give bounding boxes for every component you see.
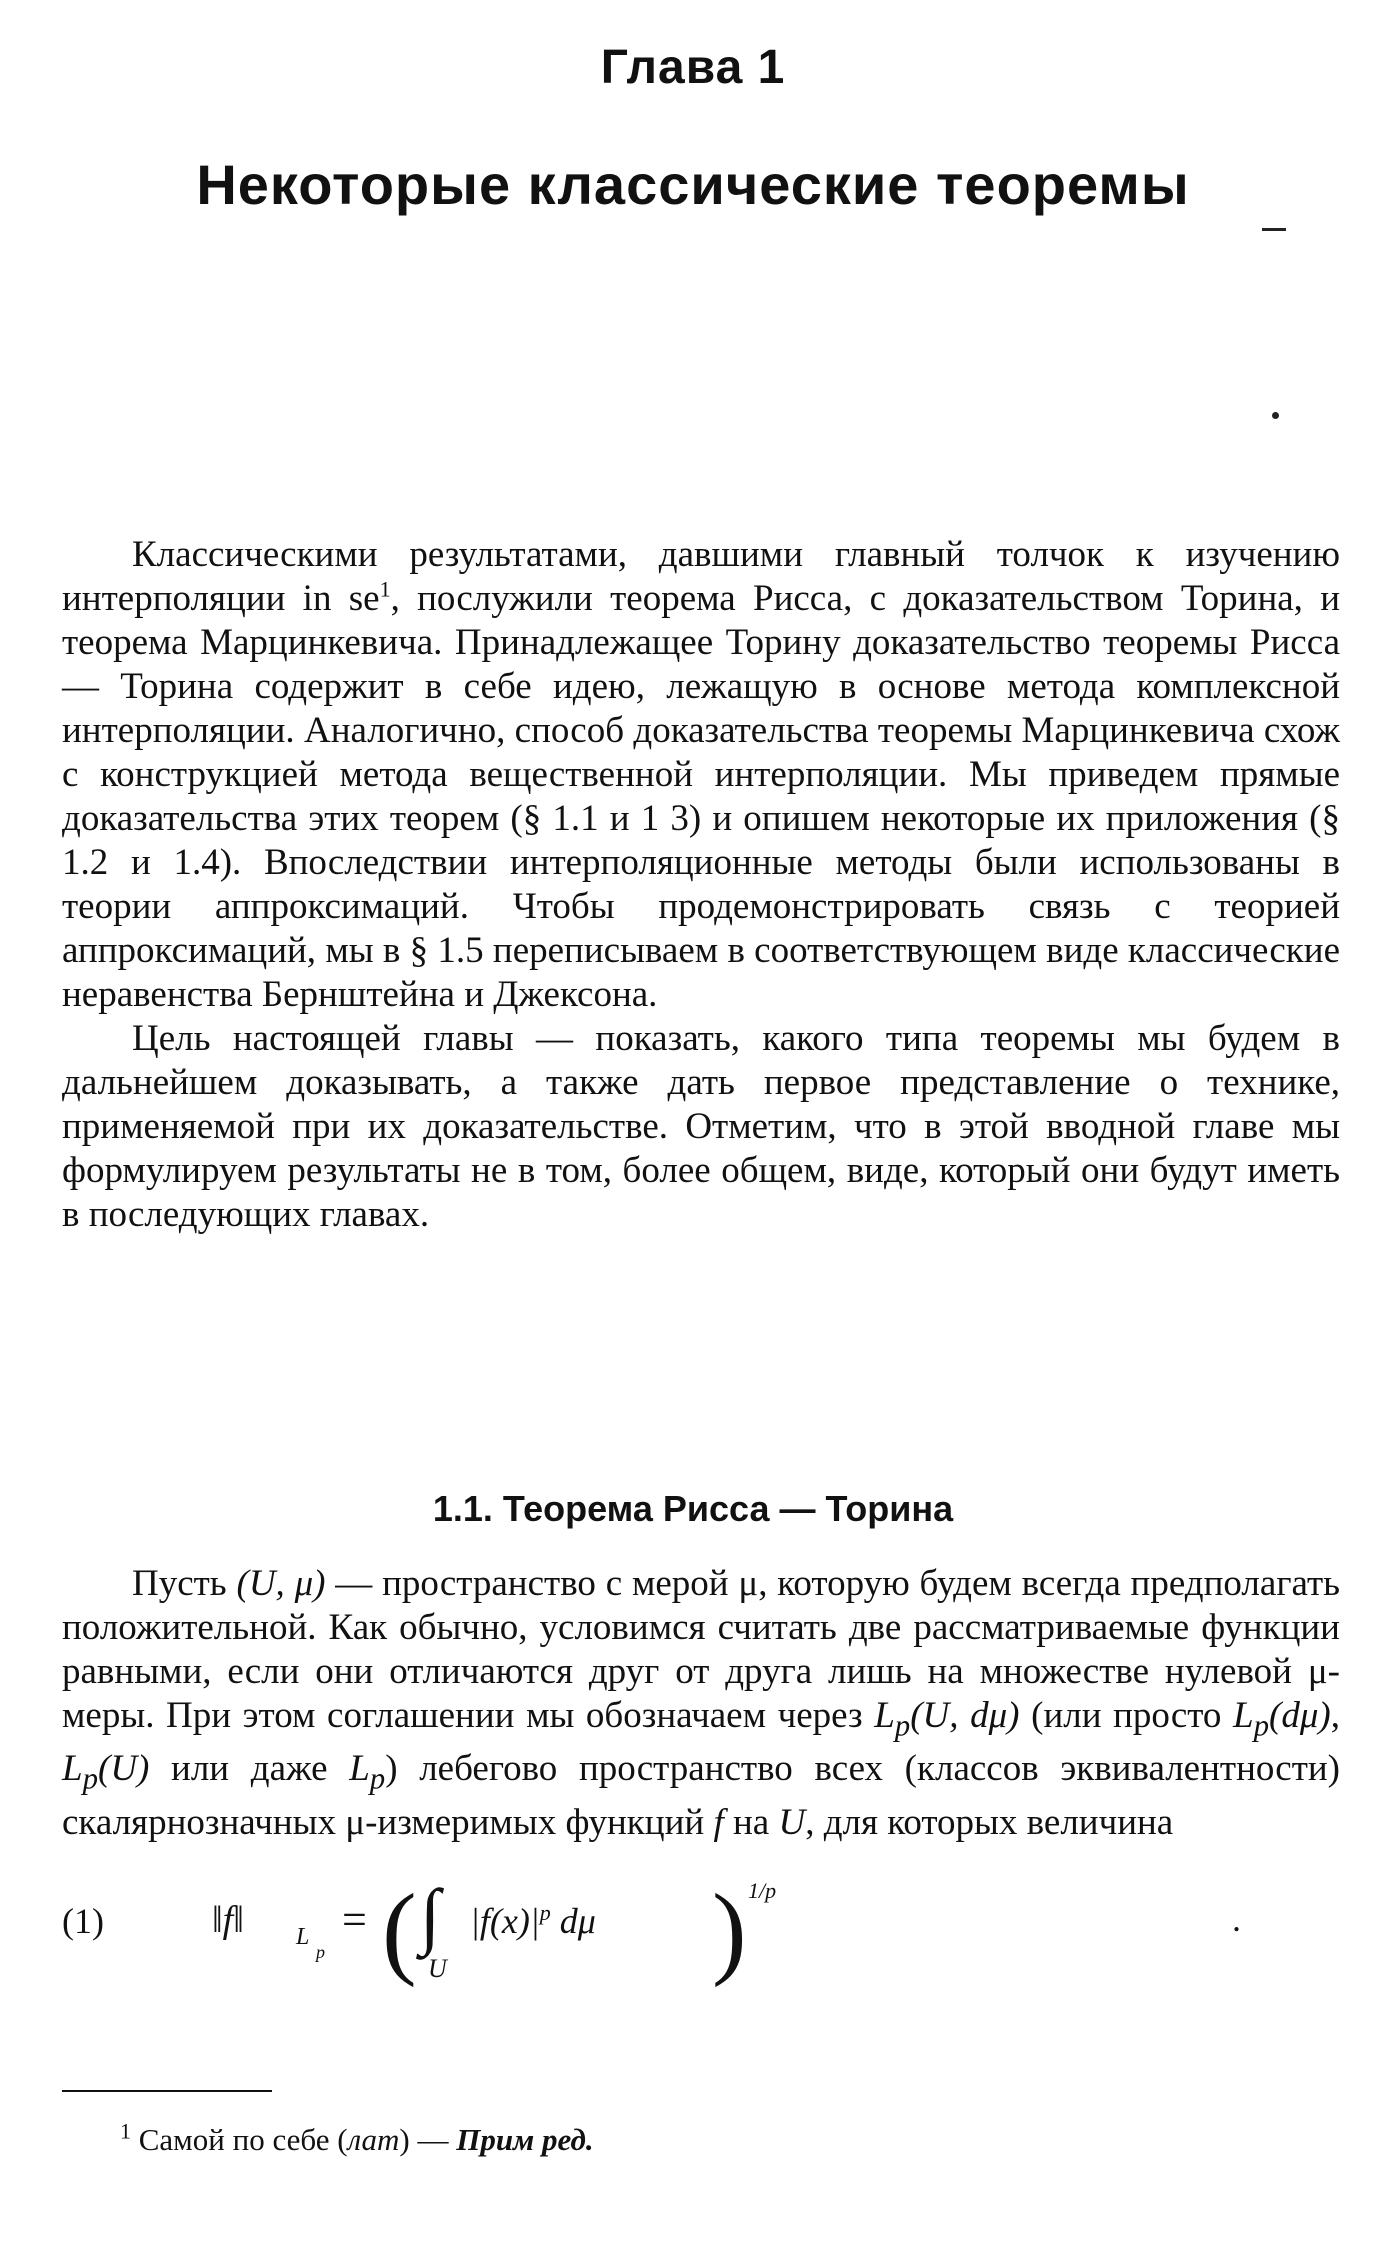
print-speck bbox=[1262, 228, 1286, 231]
formula-exponent: 1/p bbox=[748, 1878, 777, 1903]
footnote-ref: 1 bbox=[379, 576, 391, 602]
formula-integrand: $|f(x)|^p$ dμ bbox=[470, 1900, 596, 1941]
equation-number: (1) bbox=[62, 1901, 104, 1941]
formula-norm-subscript: L bbox=[296, 1924, 310, 1950]
intro-paragraph-1: Классическими результатами, давшими главный толчок к изучению интерполяции in $se^1$, послужили теорема Рисса, с доказательством Торина, и теорема Марцинкевича. Принадлежащее Торину доказательство теоремы Рисса — Торина содержит в себе идею, лежащую в основе метода комплексной интерполяции. Аналогично, способ доказательства теоремы Марцинкевича схож с конструкцией метода вещественной интерполяции. Мы приведем прямые доказательства этих теорем (§ 1.1 и 1 3) и опишем некоторые их приложения (§ 1.2 и 1.4). Впоследствии интерполяционные методы были использованы в теории аппроксимаций. Чтобы продемонстрировать связь с теорией аппроксимаций, мы в § 1.5 переписываем в соответствующем виде классические неравенства Бернштейна и Джексона. bbox=[62, 534, 1340, 1015]
integral-sign: ∫ bbox=[420, 1875, 441, 1957]
intro-text bbox=[62, 533, 1340, 1237]
chapter-label: Глава 1 bbox=[600, 41, 786, 94]
footnote-rule bbox=[62, 2090, 272, 2092]
section-heading: 1.1. Теорема Рисса — Торина bbox=[432, 1488, 954, 1529]
footnote: $^1$ Самой по себе (лат) — Прим ред. bbox=[120, 2118, 594, 2157]
section-paragraph: Пусть (U, μ) — пространство с мерой μ, которую будем всегда предполагать положительной. Как обычно, условимся считать две рассматриваемые функции равными, если они отличаются друг от друга лишь на множестве нулевой μ-меры. При этом соглашении мы обозначаем через $L_p(U$, dμ) (или просто $L_p(d\mu)$, $L_p(U)$ или даже $L_p$) лебегово пространство всех (классов эквивалентности) скалярнозначных μ-измеримых функций f на U, для которых величина bbox=[62, 1563, 1340, 1843]
chapter-title: Некоторые классические теоремы bbox=[196, 153, 1190, 216]
intro-paragraph-2: Цель настоящей главы — показать, какого типа теоремы мы будем в дальнейшем доказывать, а также дать первое представление о технике, применяемой при их доказательстве. Отметим, что в этой вводной главе мы формулируем результаты не в том, более общем, виде, который они будут иметь в последующих главах. bbox=[62, 1018, 1340, 1235]
footnote-mark: 1 bbox=[120, 2118, 131, 2144]
formula-left-paren: ( bbox=[382, 1873, 417, 1988]
formula-body bbox=[212, 1873, 777, 2020]
formula-1 bbox=[62, 1873, 1340, 2020]
integral-domain: U bbox=[428, 1954, 447, 1983]
print-speck bbox=[1272, 412, 1279, 419]
formula-norm-subsubscript: p bbox=[316, 1942, 325, 1962]
formula-equals: = bbox=[342, 1895, 367, 1944]
formula-end-dot: . bbox=[1232, 1899, 1241, 1939]
section-text bbox=[62, 1562, 1340, 1845]
formula-right-paren: ) bbox=[712, 1873, 747, 1988]
formula-norm: ‖f‖ bbox=[212, 1899, 244, 1941]
